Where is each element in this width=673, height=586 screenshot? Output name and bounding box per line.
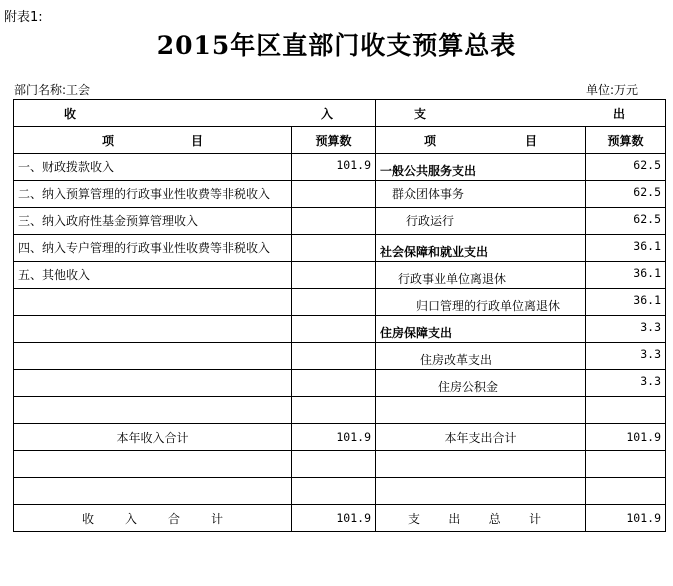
income-value — [292, 343, 376, 370]
table-row — [14, 181, 666, 208]
income-right-char: 入 — [320, 106, 333, 121]
income-grand-total-value: 101.9 — [292, 505, 376, 532]
table-row — [14, 289, 666, 316]
expense-grand-total-label — [376, 505, 586, 532]
expense-value: 36.1 — [586, 289, 666, 316]
section-header-row — [14, 100, 666, 127]
unit-label: 单位:万元 — [586, 83, 639, 97]
expense-item: 行政事业单位离退休 — [376, 262, 586, 289]
expense-left-char: 支 — [414, 106, 427, 121]
table-row — [14, 154, 666, 181]
expense-item-header — [376, 127, 586, 154]
income-budget-header: 预算数 — [292, 127, 376, 154]
item-header-right2: 目 — [524, 133, 537, 148]
empty-cell — [376, 451, 586, 478]
table-row — [14, 262, 666, 289]
table-row — [14, 370, 666, 397]
item-header-left2: 项 — [424, 133, 437, 148]
expense-value: 62.5 — [586, 154, 666, 181]
income-value — [292, 208, 376, 235]
income-total-char: 收 — [82, 511, 95, 526]
income-grand-total-label — [14, 505, 292, 532]
income-item-header — [14, 127, 292, 154]
income-value — [292, 370, 376, 397]
expense-value: 3.3 — [586, 370, 666, 397]
expense-total-char: 出 — [448, 511, 461, 526]
item-header-right: 目 — [190, 133, 203, 148]
income-item: 三、纳入政府性基金预算管理收入 — [14, 208, 292, 235]
income-value — [292, 262, 376, 289]
empty-cell — [14, 451, 292, 478]
department-label: 部门名称:工会 — [14, 83, 91, 97]
year-total-row — [14, 424, 666, 451]
income-value — [292, 181, 376, 208]
table-row — [14, 478, 666, 505]
income-item: 五、其他收入 — [14, 262, 292, 289]
income-value — [292, 289, 376, 316]
expense-value: 36.1 — [586, 262, 666, 289]
expense-total-char: 总 — [488, 511, 501, 526]
expense-item: 一般公共服务支出 — [376, 154, 586, 181]
empty-cell — [376, 478, 586, 505]
table-row — [14, 397, 666, 424]
attachment-label: 附表1: — [4, 10, 43, 25]
income-section-header — [14, 100, 376, 127]
empty-cell — [292, 451, 376, 478]
expense-item — [376, 397, 586, 424]
empty-cell — [14, 478, 292, 505]
income-item — [14, 370, 292, 397]
expense-total-char: 计 — [528, 511, 541, 526]
table-row — [14, 235, 666, 262]
table-row — [14, 316, 666, 343]
year-expense-total-value: 101.9 — [586, 424, 666, 451]
table-row — [14, 208, 666, 235]
income-item — [14, 343, 292, 370]
expense-item: 群众团体事务 — [376, 181, 586, 208]
table-row — [14, 451, 666, 478]
expense-value: 3.3 — [586, 316, 666, 343]
income-item: 二、纳入预算管理的行政事业性收费等非税收入 — [14, 181, 292, 208]
empty-cell — [292, 478, 376, 505]
expense-value: 62.5 — [586, 181, 666, 208]
year-income-total-label: 本年收入合计 — [14, 424, 292, 451]
income-item — [14, 289, 292, 316]
expense-value — [586, 397, 666, 424]
year-income-total-value: 101.9 — [292, 424, 376, 451]
page-title: 2015年区直部门收支预算总表 — [156, 31, 517, 60]
expense-total-char: 支 — [408, 511, 421, 526]
expense-item: 住房改革支出 — [376, 343, 586, 370]
expense-value: 36.1 — [586, 235, 666, 262]
income-total-char: 计 — [210, 511, 223, 526]
column-header-row — [14, 127, 666, 154]
income-item: 一、财政拨款收入 — [14, 154, 292, 181]
income-left-char: 收 — [64, 106, 77, 121]
expense-item: 住房公积金 — [376, 370, 586, 397]
year-expense-total-label: 本年支出合计 — [376, 424, 586, 451]
income-value — [292, 397, 376, 424]
expense-item: 住房保障支出 — [376, 316, 586, 343]
expense-value: 3.3 — [586, 343, 666, 370]
empty-cell — [586, 451, 666, 478]
income-value — [292, 235, 376, 262]
income-item — [14, 316, 292, 343]
income-item — [14, 397, 292, 424]
income-total-char: 入 — [124, 511, 137, 526]
expense-section-header — [376, 100, 666, 127]
empty-cell — [586, 478, 666, 505]
income-total-char: 合 — [167, 511, 180, 526]
item-header-left: 项 — [102, 133, 115, 148]
income-value — [292, 316, 376, 343]
expense-right-char: 出 — [612, 106, 625, 121]
expense-grand-total-value: 101.9 — [586, 505, 666, 532]
expense-item: 行政运行 — [376, 208, 586, 235]
grand-total-row — [14, 505, 666, 532]
income-item: 四、纳入专户管理的行政事业性收费等非税收入 — [14, 235, 292, 262]
table-row — [14, 343, 666, 370]
expense-budget-header: 预算数 — [586, 127, 666, 154]
expense-value: 62.5 — [586, 208, 666, 235]
expense-item: 归口管理的行政单位离退休 — [376, 289, 586, 316]
income-value: 101.9 — [292, 154, 376, 181]
expense-item: 社会保障和就业支出 — [376, 235, 586, 262]
budget-table — [13, 99, 666, 532]
